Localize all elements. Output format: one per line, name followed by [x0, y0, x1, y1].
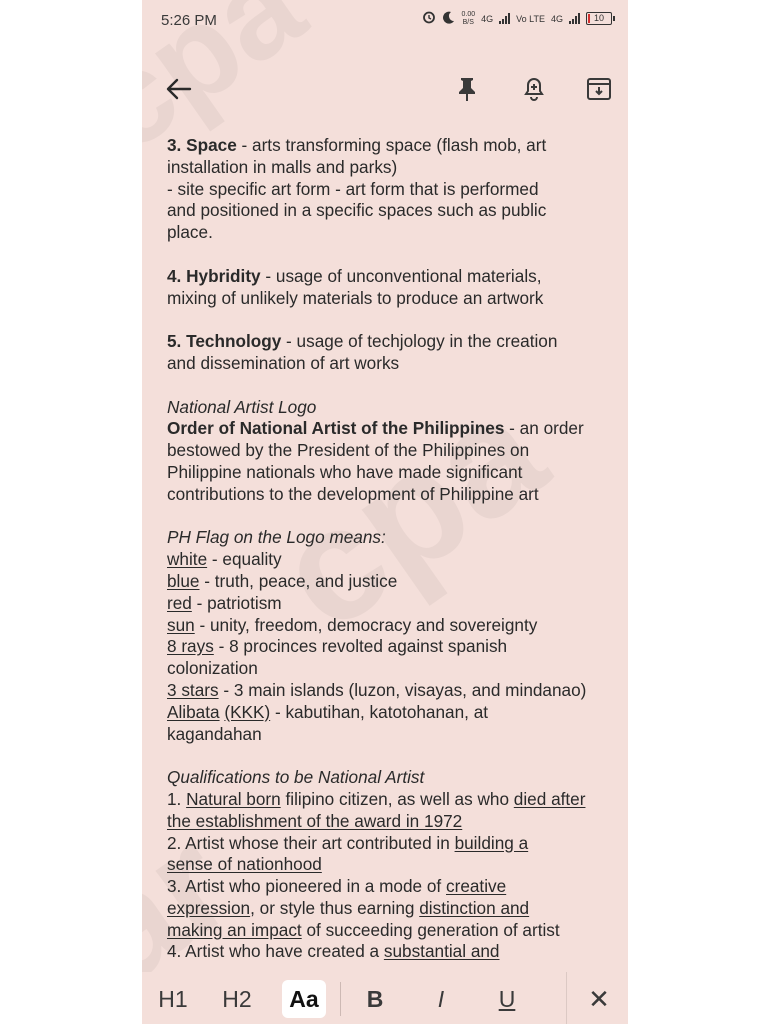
blank-line	[167, 506, 627, 528]
note-line	[167, 876, 627, 898]
note-text-run: 3. Space	[167, 135, 237, 155]
note-text-run: kagandahan	[167, 723, 262, 744]
heading2-button[interactable]: H2	[222, 985, 252, 1012]
note-text-run: - usage of unconventional materials,	[260, 265, 542, 286]
note-line	[167, 811, 627, 833]
format-toolbar	[142, 972, 628, 1024]
note-text-run: , or style thus earning	[250, 897, 420, 918]
note-line	[167, 179, 627, 201]
note-text-run: 1.	[167, 788, 187, 809]
note-line	[167, 702, 627, 724]
note-text-run: and dissemination of art works	[167, 352, 400, 373]
note-line	[167, 157, 627, 179]
alarm-icon	[422, 10, 436, 27]
note-text-run: - unity, freedom, democracy and sovereignty	[194, 614, 538, 635]
status-bar	[142, 0, 628, 40]
heading1-button[interactable]: H1	[158, 985, 188, 1012]
note-line	[167, 200, 627, 222]
note-text-run: creative	[446, 876, 507, 897]
note-text-run: Qualifications to be National Artist	[167, 767, 425, 788]
note-text-run: 4. Artist who have created a	[167, 941, 384, 962]
network-type-4g-2: 4G	[550, 13, 563, 24]
note-line	[167, 462, 627, 484]
reminder-button[interactable]	[517, 72, 551, 106]
volte-label: Vo LTE	[516, 13, 545, 24]
divider	[340, 982, 341, 1016]
note-line	[167, 789, 627, 811]
status-icons	[422, 10, 612, 27]
note-text-run: bestowed by the President of the Philippines on	[167, 440, 530, 461]
divider	[566, 972, 567, 1024]
note-text-run: the establishment of the award in 1972	[167, 810, 463, 831]
underline-button[interactable]: U	[498, 985, 516, 1012]
bold-button[interactable]: B	[366, 985, 384, 1012]
note-text-run: 5. Technology	[167, 331, 282, 352]
note-text-run: white	[167, 549, 208, 570]
note-text-run: of succeeding generation of artist	[301, 919, 560, 940]
note-text-run: - patriotism	[191, 592, 282, 613]
network-speed: 0.00 B/S	[461, 10, 476, 26]
note-text-run: PH Flag on the Logo means:	[167, 527, 386, 548]
bell-plus-icon	[522, 76, 546, 102]
note-text-run: making an impact	[167, 919, 302, 940]
note-line	[167, 680, 627, 702]
note-line	[167, 724, 627, 746]
note-text-run: - equality	[207, 549, 282, 570]
italic-button[interactable]: I	[437, 985, 445, 1012]
note-text-run: National Artist Logo	[167, 396, 317, 417]
note-line	[167, 527, 627, 549]
note-text-run: building a	[454, 832, 529, 853]
arrow-left-icon	[166, 78, 192, 100]
note-text-run: installation in malls and parks)	[167, 156, 398, 177]
note-line	[167, 397, 627, 419]
note-text-run: place.	[167, 222, 213, 243]
note-line	[167, 440, 627, 462]
note-line	[167, 484, 627, 506]
note-line	[167, 593, 627, 615]
note-text-run: 3. Artist who pioneered in a mode of	[167, 876, 446, 897]
note-text-run: sense of nationhood	[167, 854, 322, 875]
note-text-run: substantial and	[383, 941, 500, 962]
note-text-run: - arts transforming space (flash mob, art	[236, 135, 547, 155]
note-text-run: 2. Artist whose their art contributed in	[167, 832, 455, 853]
note-text-run: Natural born	[186, 788, 281, 809]
note-text-run: 8 rays	[167, 636, 214, 657]
note-line	[167, 833, 627, 855]
note-line	[167, 135, 627, 157]
note-text-run: blue	[167, 570, 200, 591]
status-time: 5:26 PM	[161, 12, 217, 29]
note-text-run: Alibata	[167, 701, 220, 722]
note-text-run: distinction and	[419, 897, 530, 918]
phone-screen	[142, 0, 628, 1024]
note-line	[167, 549, 627, 571]
note-line	[167, 266, 627, 288]
note-body[interactable]	[167, 135, 627, 963]
note-toolbar	[142, 62, 628, 114]
note-text-run: colonization	[167, 658, 258, 679]
note-text-run: - usage of techjology in the creation	[281, 331, 558, 352]
note-text-run: and positioned in a specific spaces such as public	[167, 200, 547, 221]
note-text-run: - kabutihan, katotohanan, at	[270, 701, 489, 722]
blank-line	[167, 309, 627, 331]
back-button[interactable]	[162, 72, 196, 106]
moon-icon	[442, 11, 455, 27]
pin-button[interactable]	[450, 72, 484, 106]
note-text-run: Order of National Artist of the Philippines	[167, 418, 505, 439]
note-line	[167, 920, 627, 942]
note-text-run: sun	[167, 614, 195, 635]
note-line	[167, 288, 627, 310]
note-line	[167, 854, 627, 876]
note-line	[167, 941, 627, 963]
note-text-run: - an order	[504, 418, 584, 439]
note-text-run: - truth, peace, and justice	[199, 570, 398, 591]
archive-button[interactable]	[582, 72, 616, 106]
note-text-run: mixing of unlikely materials to produce an artwork	[167, 287, 544, 308]
battery-level: 10	[593, 13, 604, 23]
note-text-run: (KKK)	[224, 701, 271, 722]
blank-line	[167, 244, 627, 266]
blank-line	[167, 745, 627, 767]
network-type-4g: 4G	[481, 13, 494, 24]
note-text-run: filipino citizen, as well as who	[280, 788, 514, 809]
note-line	[167, 615, 627, 637]
note-text-run: contributions to the development of Philippine art	[167, 483, 539, 504]
signal-icon	[499, 13, 510, 24]
signal-icon	[569, 13, 580, 24]
note-line	[167, 222, 627, 244]
note-text-run: - 3 main islands (luzon, visayas, and mindanao)	[218, 679, 587, 700]
note-line	[167, 331, 627, 353]
note-line	[167, 898, 627, 920]
pin-icon	[456, 76, 478, 102]
note-text-run: - site specific art form - art form that is performed	[167, 178, 539, 199]
note-text-run: red	[167, 592, 192, 613]
note-line	[167, 418, 627, 440]
note-text-run: Philippine nationals who have made significant	[167, 461, 523, 482]
normal-text-button[interactable]: Aa	[282, 980, 326, 1018]
note-line	[167, 571, 627, 593]
note-line	[167, 767, 627, 789]
note-text-run: - 8 procinces revolted against spanish	[213, 636, 508, 657]
note-text-run: 4. Hybridity	[167, 265, 261, 286]
note-line	[167, 353, 627, 375]
note-text-run: died after	[513, 788, 586, 809]
note-text-run: 3 stars	[167, 679, 219, 700]
battery-icon	[586, 12, 612, 25]
close-format-button[interactable]: ✕	[588, 983, 610, 1014]
note-line	[167, 658, 627, 680]
archive-icon	[586, 76, 612, 102]
note-line	[167, 636, 627, 658]
blank-line	[167, 375, 627, 397]
note-text-run: expression	[167, 897, 251, 918]
